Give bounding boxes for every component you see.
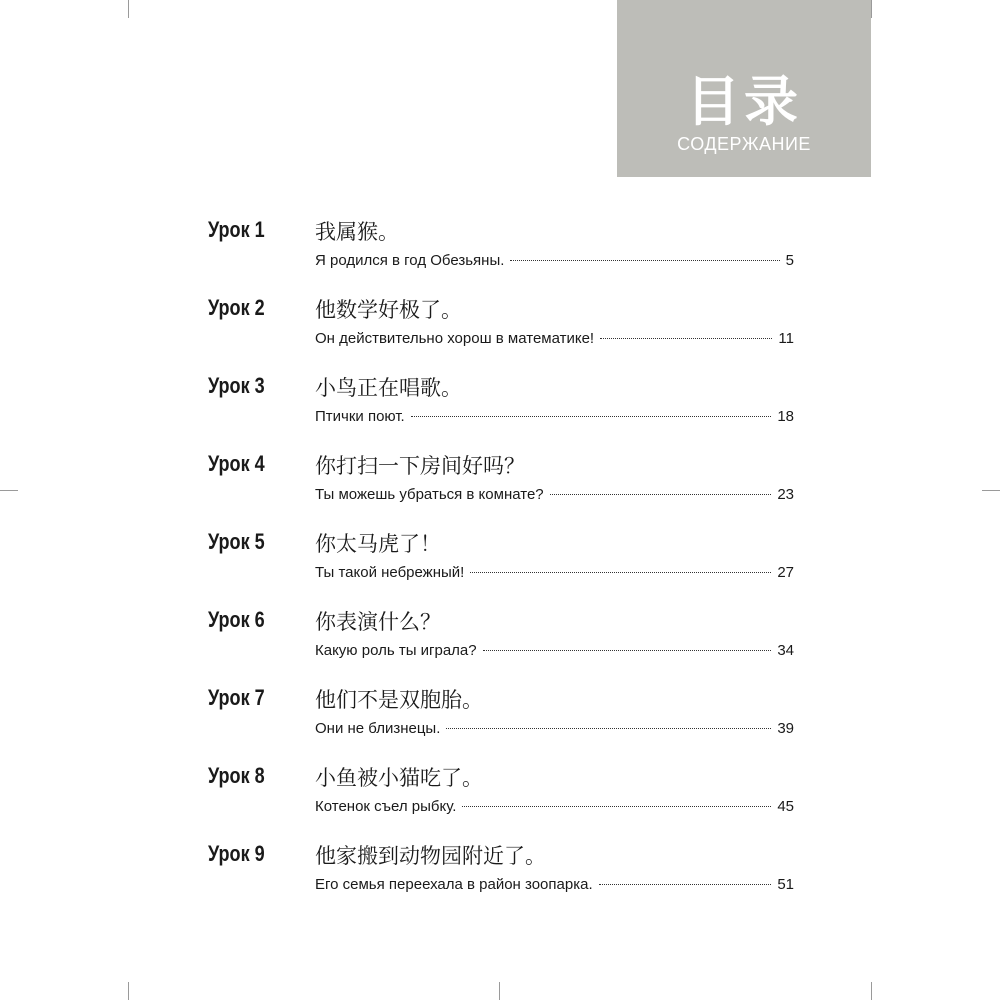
- toc-entry-2[interactable]: [0, 295, 1000, 373]
- crop-mark: [499, 982, 500, 1000]
- toc-entry-8[interactable]: [0, 763, 1000, 841]
- page-number: 39: [777, 720, 794, 737]
- lesson-title-ru: Ты можешь убраться в комнате?: [315, 486, 544, 503]
- toc-entry-1[interactable]: [0, 217, 1000, 295]
- lesson-title-ru: Какую роль ты играла?: [315, 642, 477, 659]
- lesson-label: Урок 9: [208, 841, 265, 866]
- crop-mark: [128, 0, 129, 18]
- lesson-label: Урок 6: [208, 607, 265, 632]
- toc-entry-9[interactable]: [0, 841, 1000, 919]
- crop-mark: [128, 982, 129, 1000]
- header-title-ru: СОДЕРЖАНИЕ: [677, 134, 811, 154]
- toc-entry-5[interactable]: [0, 529, 1000, 607]
- lesson-title-zh: 我属猴。: [315, 220, 399, 244]
- dot-leader: [446, 728, 771, 729]
- dot-leader: [510, 260, 779, 261]
- page-number: 34: [777, 642, 794, 659]
- lesson-title-ru: Ты такой небрежный!: [315, 564, 465, 581]
- dot-leader: [411, 416, 772, 417]
- page-number: 27: [777, 564, 794, 581]
- lesson-line-ru: [315, 252, 794, 269]
- lesson-title-zh: 小鸟正在唱歌。: [315, 376, 462, 400]
- lesson-title-zh: 他家搬到动物园附近了。: [315, 844, 546, 868]
- lesson-label: Урок 1: [208, 217, 265, 242]
- lesson-title-ru: Он действительно хорош в математике!: [315, 330, 595, 347]
- page-number: 11: [778, 330, 794, 347]
- dot-leader: [483, 650, 772, 651]
- lesson-label: Урок 4: [208, 451, 265, 476]
- crop-mark: [871, 0, 872, 18]
- lesson-line-ru: [315, 564, 794, 581]
- lesson-title-zh: 你太马虎了！: [315, 532, 441, 556]
- page-number: 5: [785, 252, 794, 269]
- lesson-title-zh: 小鱼被小猫吃了。: [315, 766, 483, 790]
- lesson-title-zh: 他们不是双胞胎。: [315, 688, 483, 712]
- page-number: 18: [777, 408, 794, 425]
- toc-entry-3[interactable]: [0, 373, 1000, 451]
- lesson-label: Урок 5: [208, 529, 265, 554]
- lesson-title-ru: Птички поют.: [315, 408, 405, 425]
- page-number: 23: [777, 486, 794, 503]
- header-title-zh: 目录: [686, 70, 802, 133]
- lesson-label: Урок 8: [208, 763, 265, 788]
- lesson-label: Урок 3: [208, 373, 265, 398]
- page-number: 51: [777, 876, 794, 893]
- lesson-line-ru: [315, 720, 794, 737]
- lesson-line-ru: [315, 798, 794, 815]
- dot-leader: [550, 494, 772, 495]
- dot-leader: [462, 806, 771, 807]
- toc-entry-7[interactable]: [0, 685, 1000, 763]
- lesson-label: Урок 2: [208, 295, 265, 320]
- lesson-label: Урок 7: [208, 685, 265, 710]
- lesson-title-ru: Они не близнецы.: [315, 720, 441, 737]
- lesson-title-zh: 他数学好极了。: [315, 298, 462, 322]
- lesson-title-ru: Его семья переехала в район зоопарка.: [315, 876, 593, 893]
- lesson-title-zh: 你表演什么？: [315, 610, 441, 634]
- page-number: 45: [777, 798, 794, 815]
- lesson-line-ru: [315, 486, 794, 503]
- crop-mark: [871, 982, 872, 1000]
- lesson-line-ru: [315, 408, 794, 425]
- lesson-line-ru: [315, 876, 794, 893]
- lesson-title-zh: 你打扫一下房间好吗？: [315, 454, 525, 478]
- dot-leader: [470, 572, 771, 573]
- lesson-line-ru: [315, 330, 794, 347]
- lesson-title-ru: Я родился в год Обезьяны.: [315, 252, 505, 269]
- contents-header: [617, 0, 871, 177]
- toc-entry-4[interactable]: [0, 451, 1000, 529]
- lesson-title-ru: Котенок съел рыбку.: [315, 798, 457, 815]
- lesson-line-ru: [315, 642, 794, 659]
- toc-entry-6[interactable]: [0, 607, 1000, 685]
- dot-leader: [600, 338, 772, 339]
- dot-leader: [599, 884, 772, 885]
